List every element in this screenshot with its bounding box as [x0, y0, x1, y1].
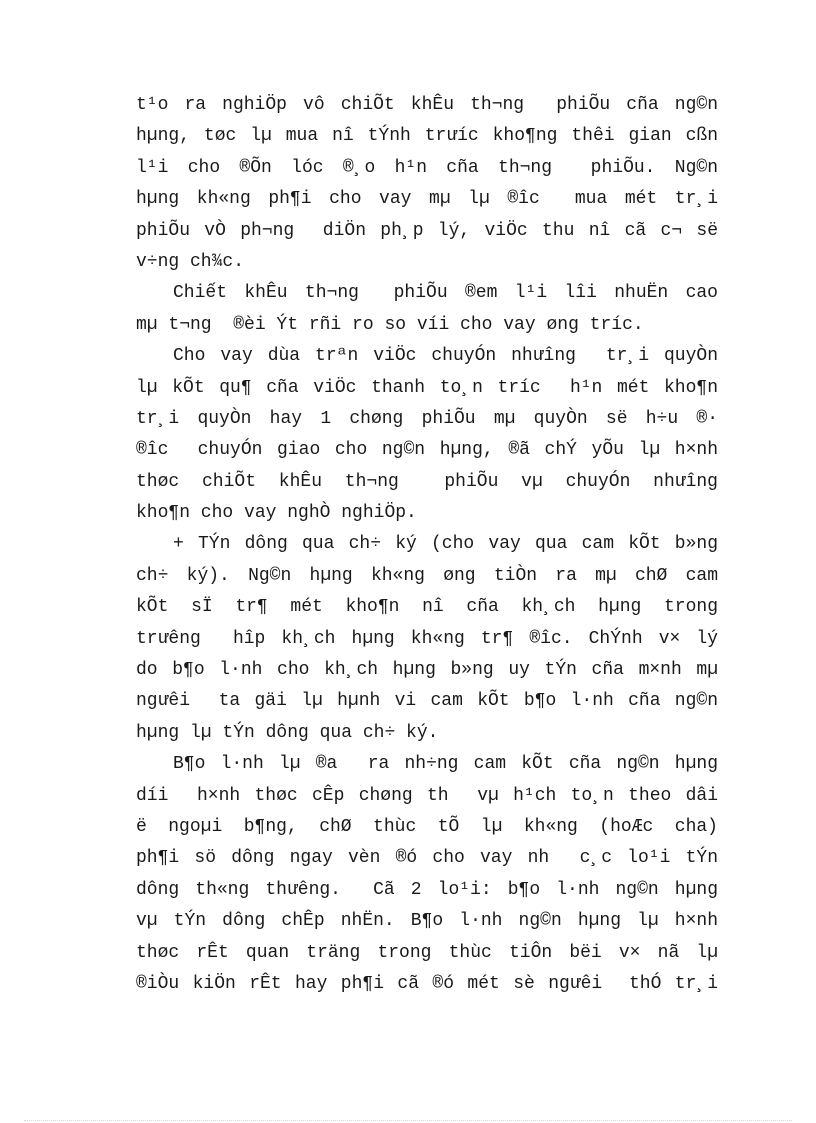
text-line: thøc chiÕt khÊu th¬ng phiÕu vµ chuyÓn nhưîng	[136, 471, 718, 492]
text-line: tr¸i quyÒn hay 1 chøng phiÕu mµ quyÒn së h÷u ®·	[136, 408, 718, 429]
text-line: kÕt sÏ tr¶ mét kho¶n nî cña kh¸ch hµng trong	[136, 597, 718, 618]
text-line: hµng, tøc lµ mua nî tÝnh trưíc kho¶ng thêi gian cßn	[136, 126, 718, 147]
text-line: kho¶n cho vay nghÒ nghiÖp.	[136, 503, 417, 524]
text-line: mµ t¬ng ®èi Ýt rñi ro so víi cho vay øng tríc.	[136, 314, 644, 335]
text-line: thøc rÊt quan träng trong thùc tiÔn bëi v× nã lµ	[136, 942, 718, 963]
text-line: trưêng hîp kh¸ch hµng kh«ng tr¶ ®îc. ChÝnh v× lý	[136, 628, 718, 649]
text-line: do b¶o l·nh cho kh¸ch hµng b»ng uy tÝn cña m×nh mµ	[136, 660, 718, 681]
text-line: vµ tÝn dông chÊp nhËn. B¶o l·nh ng©n hµng lµ h×nh	[136, 911, 718, 932]
text-line: Cho vay dùa trªn viÖc chuyÓn nhưîng tr¸i quyÒn	[173, 346, 718, 367]
text-line: Chiết khÊu th¬ng phiÕu ®em l¹i lîi nhuËn cao	[173, 283, 718, 304]
text-line: ph¶i sö dông ngay vèn ®ó cho vay nh c¸c lo¹i tÝn	[136, 848, 718, 869]
text-line: ngưêi ta gäi lµ hµnh vi cam kÕt b¶o l·nh cña ng©n	[136, 691, 718, 712]
text-line: ë ngoµi b¶ng, chØ thùc tÕ lµ kh«ng (hoÆc cha)	[136, 816, 718, 837]
page-bottom-divider	[24, 1120, 792, 1121]
text-line: lµ kÕt qu¶ cña viÖc thanh to¸n tríc h¹n mét kho¶n	[136, 377, 718, 398]
text-line: phiÕu vÒ ph¬ng diÖn ph¸p lý, viÖc thu nî cã c¬ së	[136, 220, 718, 241]
text-line: díi h×nh thøc cÊp chøng th vµ h¹ch to¸n theo dâi	[136, 785, 718, 806]
text-line: ®îc chuyÓn giao cho ng©n hµng, ®ã chÝ yÕu lµ h×nh	[136, 440, 718, 461]
text-line: l¹i cho ®Õn lóc ®¸o h¹n cña th¬ng phiÕu. Ng©n	[136, 157, 718, 178]
text-line: v÷ng ch¾c.	[136, 251, 245, 272]
text-line: ch÷ ký). Ng©n hµng kh«ng øng tiÒn ra mµ chØ cam	[136, 565, 718, 586]
text-line: t¹o ra nghiÖp vô chiÕt khÊu th¬ng phiÕu cña ng©n	[136, 95, 718, 115]
text-line: hµng kh«ng ph¶i cho vay mµ lµ ®îc mua mét tr¸i	[136, 189, 718, 210]
text-line: + TÝn dông qua ch÷ ký (cho vay qua cam kÕt b»ng	[173, 534, 718, 555]
text-line: dông th«ng thưêng. Cã 2 lo¹i: b¶o l·nh ng©n hµng	[136, 879, 718, 900]
text-line: hµng lµ tÝn dông qua ch÷ ký.	[136, 722, 439, 743]
text-line: ®iÒu kiÖn rÊt hay ph¶i cã ®ó mét sè ngưêi thÓ tr¸i	[136, 973, 718, 994]
body-text	[136, 90, 718, 1000]
text-line: B¶o l·nh lµ ®a ra nh÷ng cam kÕt cña ng©n hµng	[173, 754, 718, 775]
